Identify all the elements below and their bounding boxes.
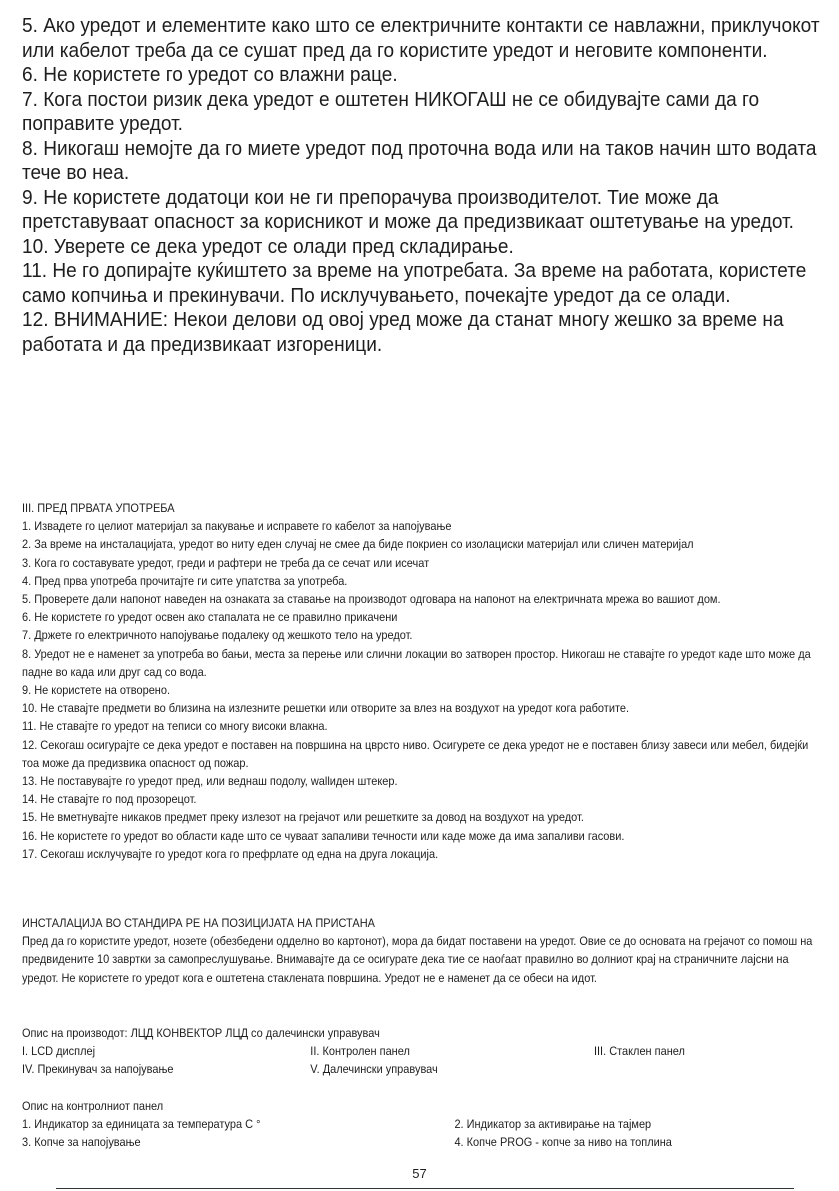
product-part: V. Далечински управувач bbox=[310, 1062, 438, 1077]
safety-item: 10. Уверете се дека уредот се олади пред складирање. bbox=[22, 234, 514, 258]
list-item: 9. Не користете на отворено. bbox=[22, 683, 171, 698]
safety-item: 6. Не користете го уредот со влажни раце. bbox=[22, 63, 398, 86]
list-item: 4. Пред прва употреба прочитајте ги сите упатства за употреба. bbox=[22, 573, 348, 588]
product-description-section bbox=[22, 1024, 839, 1079]
product-part: I. LCD дисплеј bbox=[22, 1044, 96, 1059]
product-part: IV. Прекинувач за напојување bbox=[22, 1062, 174, 1077]
first-use-section bbox=[22, 499, 839, 863]
list-item: 17. Секогаш исклучувајте го уредот кога го префрлате од една на друга локација. bbox=[22, 846, 439, 861]
safety-item: 12. ВНИМАНИЕ: Некои делови од овој уред може да станат многу жешко за време на работата и да предизвикаат изгореници. bbox=[22, 308, 784, 356]
list-item: 6. Не користете го уредот освен ако стапалата не се правилно прикачени bbox=[22, 610, 398, 625]
list-item: 1. Извадете го целиот материјал за пакување и исправете го кабелот за напојување bbox=[22, 519, 452, 534]
section-heading: Опис на контролниот панел bbox=[22, 1099, 164, 1113]
list-item: 5. Проверете дали напонот наведен на ознаката за ставање на производот одговара на напонот на електричната мрежа во вашиот дом. bbox=[22, 592, 721, 607]
control-item: 2. Индикатор за активирање на тајмер bbox=[454, 1117, 652, 1132]
safety-instructions-continued bbox=[22, 14, 822, 357]
section-heading: III. ПРЕД ПРВАТА УПОТРЕБА bbox=[22, 501, 175, 515]
list-item: 8. Уредот не е наменет за употреба во бањи, места за перење или слични локации во затворен простор. Никогаш не ставајте го уредот каде што може да падне во када или друг сад со вода. bbox=[22, 646, 811, 679]
list-item: 13. Не поставувајте го уредот пред, или веднаш подолу, wallиден штекер. bbox=[22, 774, 398, 789]
safety-item: 5. Ако уредот и елементите како што се електричните контакти се навлажни, приклучокот или кабелот треба да се сушат пред да го користите уредот и неговите компоненти. bbox=[22, 14, 820, 62]
safety-item: 7. Кога постои ризик дека уредот е оштетен НИКОГАШ не се обидувајте сами да го поправите уредот. bbox=[22, 87, 760, 135]
control-item: 1. Индикатор за единицата за температура C ° bbox=[22, 1117, 261, 1132]
list-item: 7. Држете го електричното напојување подалеку од жешкото тело на уредот. bbox=[22, 628, 413, 643]
list-item: 11. Не ставајте го уредот на теписи со многу високи влакна. bbox=[22, 719, 328, 734]
product-part: III. Стаклен панел bbox=[593, 1044, 685, 1059]
safety-item: 9. Не користете додатоци кои не ги препорачува производителот. Тие може да претставуваат опасност за корисникот и може да предизвикаат оштетување на уредот. bbox=[22, 185, 794, 233]
list-item: 14. Не ставајте го под прозорецот. bbox=[22, 792, 197, 807]
installation-section bbox=[22, 914, 839, 987]
list-item: 12. Секогаш осигурајте се дека уредот е поставен на површина на цврсто ниво. Осигурете се дека уредот не е поставен близу завеси или мебел, бидејќи тоа може да предизвика опасност од пожар. bbox=[22, 737, 809, 770]
list-item: 2. За време на инсталацијата, уредот во ниту еден случај не смее да биде покриен со изолациски материјал или сличен материјал bbox=[22, 537, 694, 552]
section-heading: ИНСТАЛАЦИЈА ВО СТАНДИРА РЕ НА ПОЗИЦИЈАТА НА ПРИСТАНА bbox=[22, 916, 375, 930]
page-number: 57 bbox=[412, 1166, 427, 1181]
list-item: 16. Не користете го уредот во области каде што се чуваат запаливи течности или каде може да има запаливи гасови. bbox=[22, 828, 625, 843]
control-panel-section bbox=[22, 1097, 839, 1152]
safety-item: 11. Не го допирајте куќиштето за време на употребата. За време на работата, користете само копчиња и прекинувачи. По исклучувањето, почекајте уредот да се олади. bbox=[22, 259, 807, 307]
footer-divider bbox=[56, 1188, 794, 1189]
control-item: 3. Копче за напојување bbox=[22, 1135, 141, 1150]
installation-body: Пред да го користите уредот, нозете (обезбедени одделно во картонот), мора да бидат поставени на уредот. Овие се до основата на грејачот со помош на предвидените 10 завртки за самопреслушување. Внимавајте да се осигурате дека тие се наоѓаат правилно во долниот крај на страничните лајсни на уредот. Не користете го уредот кога е оштетена стаклената површина. Уредот не е наменет да се обеси на идот. bbox=[22, 934, 813, 985]
control-item: 4. Копче PROG - копче за ниво на топлина bbox=[454, 1135, 672, 1150]
list-item: 10. Не ставајте предмети во близина на излезните решетки или отворите за влез на воздухот на уредот кога работите. bbox=[22, 701, 629, 716]
list-item: 3. Кога го составувате уредот, греди и рафтери не треба да се сечат или исечат bbox=[22, 555, 430, 570]
product-part: II. Контролен панел bbox=[310, 1044, 410, 1059]
section-heading: Опис на производот: ЛЦД КОНВЕКТОР ЛЦД со далечински управувач bbox=[22, 1026, 380, 1040]
list-item: 15. Не вметнувајте никаков предмет преку излезот на грејачот или решетките за довод на воздухот на уредот. bbox=[22, 810, 584, 825]
safety-item: 8. Никогаш немојте да го миете уредот под проточна вода или на таков начин што водата тече во неа. bbox=[22, 136, 817, 184]
